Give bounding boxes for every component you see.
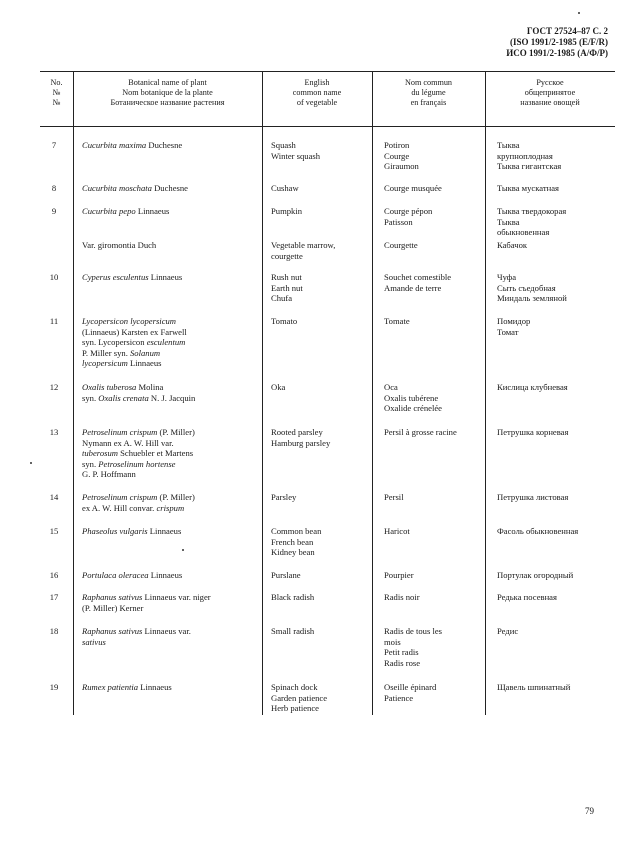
french-name: Pourpier — [384, 570, 414, 580]
botanical-text: Linnaeus var. niger — [142, 592, 211, 602]
row-number: 13 — [49, 427, 59, 437]
english-name: Cushaw — [271, 183, 299, 193]
column-header-no: No. № № — [50, 78, 63, 107]
french-name: Tomate — [384, 316, 410, 326]
french-name: Potiron Courge Giraumon — [384, 140, 419, 172]
botanical-name — [82, 570, 182, 581]
botanical-text: G. P. Hoffmann — [82, 469, 136, 480]
row-number: 17 — [49, 592, 59, 602]
botanical-text: Duchesne — [146, 140, 183, 150]
botanical-text: Linnaeus var. — [142, 626, 191, 636]
french-name: Persil — [384, 492, 404, 502]
botanical-name — [82, 427, 195, 480]
column-header-russian: Русское общепринятое название овощей — [520, 78, 580, 107]
row-number: 8 — [51, 183, 57, 193]
row-number: 10 — [49, 272, 59, 282]
russian-name: Кабачок — [497, 240, 528, 250]
scan-speck — [30, 462, 32, 464]
botanical-name — [82, 272, 182, 283]
botanical-text: ex A. W. Hill convar. — [82, 502, 157, 513]
russian-name: Тыква твердокорая Тыква обыкновенная — [497, 206, 567, 238]
botanical-text: Linnaeus — [148, 272, 183, 282]
botanical-text: Nymann ex A. W. Hill var. — [82, 437, 174, 448]
botanical-name — [82, 526, 181, 537]
english-name: Common bean French bean Kidney bean — [271, 526, 322, 558]
botanical-text: Schuebler et Martens — [117, 448, 194, 459]
botanical-italic: sativus — [82, 636, 106, 647]
botanical-name — [82, 183, 188, 194]
header-iso-latin: (ISO 1991/2-1985 (E/F/R) — [510, 37, 608, 47]
botanical-text: (P. Miller) Kerner — [82, 602, 144, 613]
botanical-italic: Cucurbita maxima — [82, 140, 147, 150]
column-divider — [262, 71, 263, 715]
botanical-text: (Linnaeus) Karsten ex Farwell — [82, 326, 187, 337]
header-iso-cyrillic: ИСО 1991/2-1985 (А/Ф/Р) — [506, 48, 608, 58]
english-name: Vegetable marrow, courgette — [271, 240, 336, 261]
english-name: Tomato — [271, 316, 298, 326]
table-header-rule — [40, 126, 615, 127]
botanical-text: (P. Miller) — [157, 492, 195, 502]
botanical-text: Molina — [136, 382, 164, 392]
botanical-italic: Solanum — [130, 347, 161, 358]
botanical-name — [82, 206, 169, 217]
botanical-text: Duchesne — [151, 183, 188, 193]
page-number: 79 — [585, 806, 594, 816]
english-name: Rush nut Earth nut Chufa — [271, 272, 303, 304]
botanical-text: syn. Lycopersicon — [82, 337, 147, 348]
botanical-name — [82, 382, 195, 403]
botanical-name — [82, 626, 191, 647]
russian-name: Щавель шпинатный — [497, 682, 571, 692]
scan-speck — [578, 12, 580, 14]
botanical-text: Linnaeus — [135, 206, 170, 216]
english-name: Pumpkin — [271, 206, 303, 216]
english-name: Small radish — [271, 626, 315, 636]
botanical-text: P. Miller syn. — [82, 347, 130, 358]
french-name: Courge musquée — [384, 183, 442, 193]
botanical-text: Linnaeus — [148, 570, 183, 580]
russian-name: Петрушка листовая — [497, 492, 569, 502]
row-number: 18 — [49, 626, 59, 636]
row-number: 12 — [49, 382, 59, 392]
botanical-italic: Cucurbita pepo — [82, 206, 136, 216]
botanical-text: N. J. Jacquin — [148, 392, 196, 403]
botanical-italic: esculentum — [146, 337, 186, 348]
row-number: 7 — [51, 140, 57, 150]
russian-name: Чуфа Сыть съедобная Миндаль земляной — [497, 272, 567, 304]
botanical-text: syn. — [82, 392, 99, 403]
english-name: Parsley — [271, 492, 297, 502]
french-name: Courge pépon Patisson — [384, 206, 433, 227]
document-header — [506, 26, 608, 59]
botanical-text: Linnaeus — [147, 526, 182, 536]
english-name: Rooted parsley Hamburg parsley — [271, 427, 331, 448]
english-name: Squash Winter squash — [271, 140, 321, 161]
english-name: Spinach dock Garden patience Herb patience — [271, 682, 328, 714]
russian-name: Редька посевная — [497, 592, 557, 602]
botanical-text: syn. — [82, 458, 99, 469]
french-name: Oca Oxalis tubérene Oxalide crénelée — [384, 382, 442, 414]
row-number: 9 — [51, 206, 57, 216]
russian-name: Тыква мускатная — [497, 183, 559, 193]
column-divider — [73, 71, 74, 715]
french-name: Souchet comestible Amande de terre — [384, 272, 452, 293]
botanical-italic: crispum — [156, 502, 185, 513]
row-number: 14 — [49, 492, 59, 502]
botanical-italic: Petroselinum hortense — [98, 458, 176, 469]
english-name: Oka — [271, 382, 286, 392]
botanical-name — [82, 140, 182, 151]
botanical-italic: lycopersicum — [82, 358, 128, 369]
russian-name: Помидор Томат — [497, 316, 531, 337]
row-number: 11 — [49, 316, 59, 326]
botanical-italic: Petroselinum crispum — [82, 492, 158, 502]
column-header-french: Nom commun du légume en français — [404, 78, 453, 107]
botanical-italic: tuberosum — [82, 448, 118, 459]
french-name: Courgette — [384, 240, 418, 250]
column-header-botanical: Botanical name of plant Nom botanique de la plante Ботаническое название растения — [110, 78, 225, 107]
row-number: 15 — [49, 526, 59, 536]
row-number: 19 — [49, 682, 59, 692]
botanical-text: Var. giromontia Duch — [82, 240, 157, 250]
english-name: Black radish — [271, 592, 315, 602]
french-name: Radis de tous les mois Petit radis Radis rose — [384, 626, 443, 668]
french-name: Haricot — [384, 526, 410, 536]
column-divider — [485, 71, 486, 715]
russian-name: Редис — [497, 626, 519, 636]
header-gost: ГОСТ 27524–87 С. 2 — [526, 26, 608, 36]
botanical-italic: Oxalis tuberosa — [82, 382, 137, 392]
botanical-text: Linnaeus — [138, 682, 172, 692]
botanical-italic: Oxalis crenata — [98, 392, 149, 403]
botanical-name — [82, 316, 187, 369]
botanical-italic: Portulaca oleracea — [82, 570, 149, 580]
row-number: 16 — [49, 570, 59, 580]
column-header-english: English common name of vegetable — [292, 78, 342, 107]
french-name: Oseille épinard Patience — [384, 682, 437, 703]
botanical-italic: Phaseolus vulgaris — [82, 526, 148, 536]
russian-name: Кислица клубневая — [497, 382, 568, 392]
table-top-rule — [40, 71, 615, 72]
scan-speck — [182, 549, 184, 551]
botanical-italic: Cucurbita moschata — [82, 183, 152, 193]
botanical-name — [82, 240, 156, 251]
botanical-italic: Rumex patientia — [82, 682, 139, 692]
botanical-italic: Lycopersicon lycopersicum — [82, 316, 177, 326]
botanical-name — [82, 682, 172, 693]
botanical-text: (P. Miller) — [157, 427, 195, 437]
russian-name: Тыква крупноплодная Тыква гигантская — [497, 140, 562, 172]
botanical-text: Linnaeus — [127, 358, 162, 369]
botanical-italic: Petroselinum crispum — [82, 427, 158, 437]
russian-name: Петрушка корневая — [497, 427, 569, 437]
botanical-name — [82, 592, 211, 613]
botanical-name — [82, 492, 195, 513]
french-name: Persil à grosse racine — [384, 427, 457, 437]
french-name: Radis noir — [384, 592, 420, 602]
russian-name: Фасоль обыкновенная — [497, 526, 579, 536]
botanical-italic: Cyperus esculentus — [82, 272, 149, 282]
russian-name: Портулак огородный — [497, 570, 574, 580]
column-divider — [372, 71, 373, 715]
english-name: Purslane — [271, 570, 301, 580]
botanical-italic: Raphanus sativus — [82, 592, 143, 602]
botanical-italic: Raphanus sativus — [82, 626, 143, 636]
